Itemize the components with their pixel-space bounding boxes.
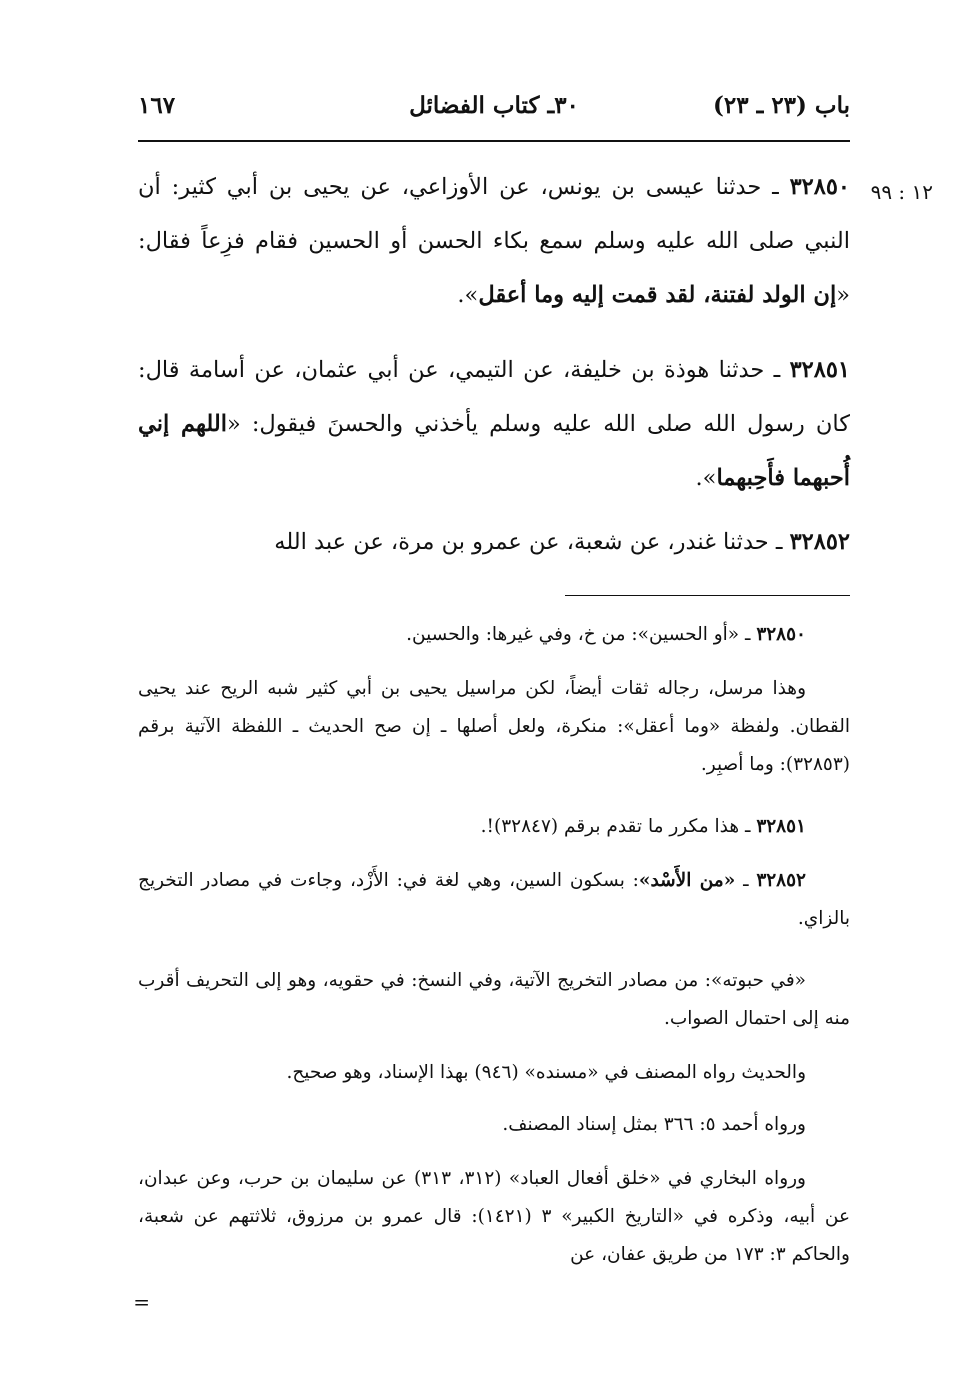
footnote-term: «من الأَسْد» (638, 870, 736, 891)
hadith-32852 (138, 515, 850, 569)
hadith-text: ـ حدثنا هوذة بن خليفة، عن التيمي، عن أبي عثمان، عن أسامة قال: كان رسول الله صلى الله عليه وسلم يأخذني والحسنَ فيقول: « (138, 357, 850, 437)
book-title: ٣٠ـ كتاب الفضائل (409, 92, 579, 119)
footnote-text: ـ «أو الحسين»: من خ، وفي غيرها: والحسين. (406, 624, 757, 645)
hadith-number: ٣٢٨٥١ (789, 357, 850, 383)
hadith-quote: إن الولد لفتنة، لقد قمت إليه وما أعقل (478, 282, 837, 308)
running-header (138, 92, 850, 132)
footnote-32852 (138, 862, 850, 938)
hadith-text: ـ حدثنا غندر، عن شعبة، عن عمرو بن مرة، عن عبد الله (274, 529, 790, 555)
hadith-number: ٣٢٨٥٢ (789, 529, 850, 555)
footnote-variant: «في حبوته»: من مصادر التخريج الآتية، وفي النسخ: في حقويه، وهو إلى التحريف أقرب منه إلى احتمال الصواب. (138, 970, 850, 1029)
footnote-text: ـ (735, 870, 757, 891)
footnote-takhrij-2: ورواه أحمد ٥: ٣٦٦ بمثل إسناد المصنف. (502, 1114, 806, 1135)
page-number: ١٦٧ (138, 92, 176, 119)
footnote-separator (565, 595, 850, 596)
footnote-number: ٣٢٨٥٢ (756, 870, 806, 891)
margin-reference: ١٢ : ٩٩ (870, 180, 933, 204)
hadith-text-end: ». (457, 282, 479, 308)
chapter-heading: باب (٢٣ ـ ٢٣) (712, 92, 850, 119)
footnote-32851 (138, 808, 850, 846)
hadith-text-end: ». (695, 465, 717, 491)
hadith-32850 (138, 160, 850, 322)
footnote-text: : بسكون السين، وهي لغة في: الأَزْد، وجاءت في مصادر التخريج بالزاي. (138, 870, 850, 929)
header-rule (138, 140, 850, 142)
footnote-32850 (138, 616, 850, 654)
footnote-takhrij-3: ورواه البخاري في «خلق أفعال العباد» (٣١٢، ٣١٣) عن سليمان بن حرب، وعن عبدان، عن أبيه، وذكره في «التاريخ الكبير» ٣ (١٤٢١): قال عمرو بن مرزوق، ثلاثتهم عن شعبة، والحاكم ٣: ١٧٣ من طريق عفان، عن (138, 1168, 850, 1265)
footnote-number: ٣٢٨٥٠ (756, 624, 806, 645)
footnote-text: ـ هذا مكرر ما تقدم برقم (٣٢٨٤٧)!. (480, 816, 757, 837)
footnote-number: ٣٢٨٥١ (756, 816, 806, 837)
continuation-mark: = (133, 1290, 150, 1314)
hadith-number: ٣٢٨٥٠ (789, 174, 850, 200)
footnote-takhrij-1: والحديث رواه المصنف في «مسنده» (٩٤٦) بهذا الإسناد، وهو صحيح. (286, 1062, 806, 1083)
hadith-32851 (138, 343, 850, 505)
hadith-text: ـ حدثنا عيسى بن يونس، عن الأوزاعي، عن يحيى بن أبي كثير: أن النبي صلى الله عليه وسلم سمع بكاء الحسن أو الحسين فقام فزِعاً فقال: « (138, 174, 850, 308)
hadith-quote: اللهم إني أُحبهما فأَحِبهما (138, 411, 850, 491)
footnote-commentary: وهذا مرسل، رجاله ثقات أيضاً، لكن مراسيل يحيى بن أبي كثير شبه الريح عند يحيى القطان. ولفظة «وما أعقل»: منكرة، ولعل أصلها ـ إن صح الحديث ـ اللفظة الآتية برقم (٣٢٨٥٣): وما أصبِر. (138, 678, 850, 775)
